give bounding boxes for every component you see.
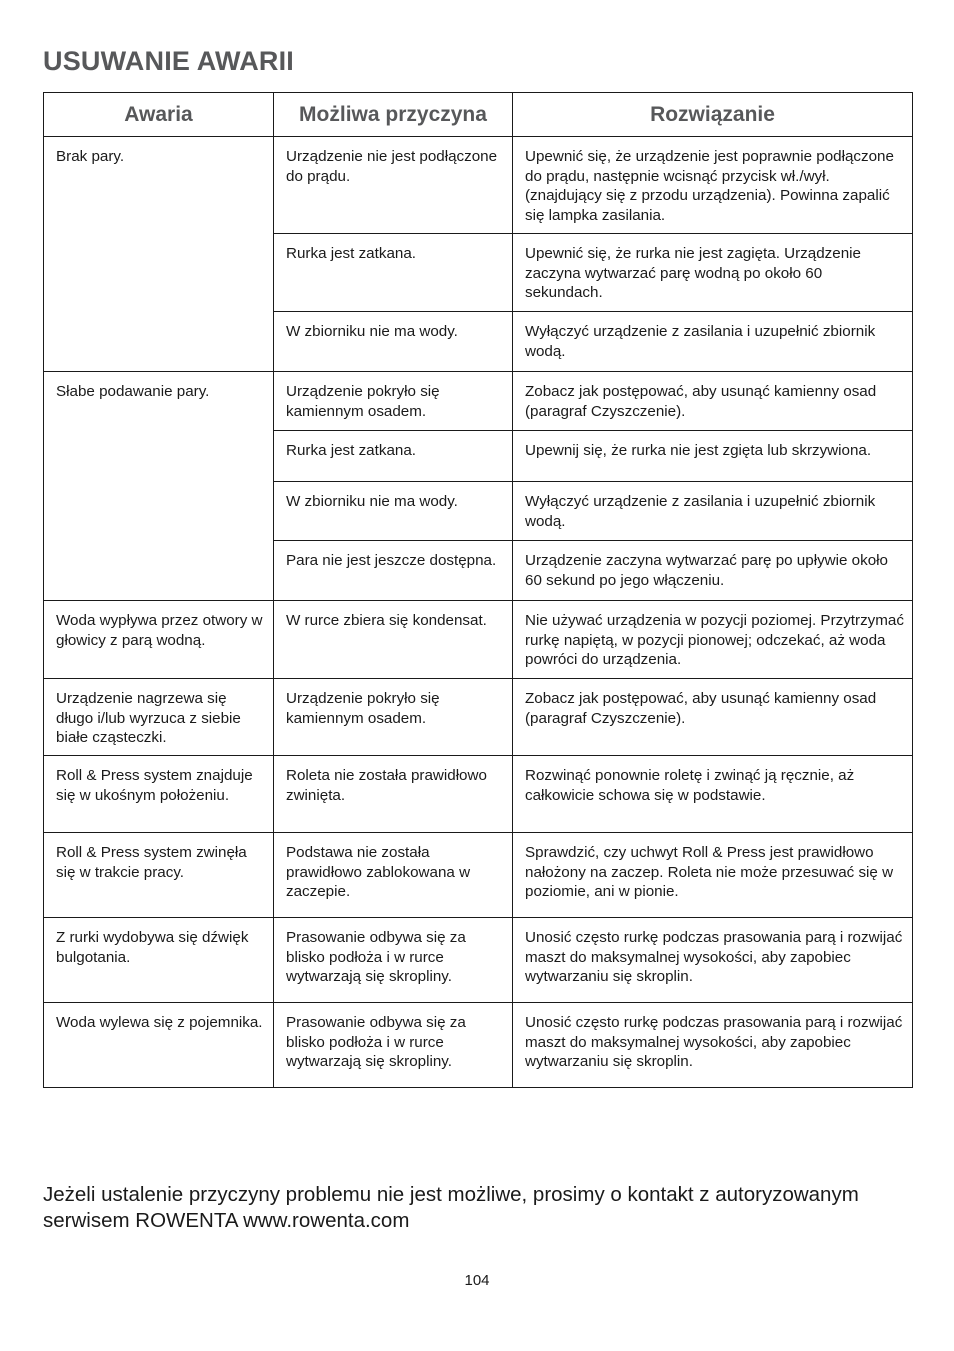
cause-cell: Urządzenie nie jest podłączone do prądu. — [274, 137, 513, 234]
cause-cell: Rurka jest zatkana. — [274, 234, 513, 312]
column-header-cause: Możliwa przyczyna — [274, 93, 513, 137]
solution-cell: Wyłączyć urządzenie z zasilania i uzupełnić zbiornik wodą. — [513, 482, 913, 541]
page-number: 104 — [464, 1272, 490, 1289]
troubleshooting-table — [43, 92, 913, 1088]
solution-cell: Upewnić się, że urządzenie jest poprawnie podłączone do prądu, następnie wcisnąć przycisk wł./wył. (znajdujący się z przodu urządzenia). Powinna zapalić się lampka zasilania. — [513, 137, 913, 234]
solution-cell: Zobacz jak postępować, aby usunąć kamienny osad (paragraf Czyszczenie). — [513, 679, 913, 756]
solution-cell: Sprawdzić, czy uchwyt Roll & Press jest prawidłowo nałożony na zaczep. Roleta nie może przesuwać się w poziomie, ani w pionie. — [513, 833, 913, 918]
cause-cell: Rurka jest zatkana. — [274, 431, 513, 482]
table-header-row — [44, 93, 913, 137]
solution-cell: Nie używać urządzenia w pozycji poziomej. Przytrzymać rurkę napiętą, w pozycji pionowej; odczekać, aż woda powróci do urządzenia. — [513, 601, 913, 679]
solution-cell: Wyłączyć urządzenie z zasilania i uzupełnić zbiornik wodą. — [513, 312, 913, 372]
solution-cell: Urządzenie zaczyna wytwarzać parę po upływie około 60 sekund po jego włączeniu. — [513, 541, 913, 601]
column-header-problem: Awaria — [44, 93, 274, 137]
cause-cell: Roleta nie została prawidłowo zwinięta. — [274, 756, 513, 833]
solution-cell: Rozwinąć ponownie roletę i zwinąć ją ręcznie, aż całkowicie schowa się w podstawie. — [513, 756, 913, 833]
table-row — [44, 918, 913, 1003]
problem-cell: Brak pary. — [44, 137, 274, 372]
service-contact-note: Jeżeli ustalenie przyczyny problemu nie jest możliwe, prosimy o kontakt z autoryzowanym serwisem ROWENTA www.rowenta.com — [43, 1183, 859, 1232]
cause-cell: Podstawa nie została prawidłowo zablokowana w zaczepie. — [274, 833, 513, 918]
solution-cell: Unosić często rurkę podczas prasowania parą i rozwijać maszt do maksymalnej wysokości, aby zapobiec wytwarzaniu się skroplin. — [513, 918, 913, 1003]
problem-cell: Słabe podawanie pary. — [44, 372, 274, 601]
cause-cell: Prasowanie odbywa się za blisko podłoża i w rurce wytwarzają się skropliny. — [274, 918, 513, 1003]
page-title: USUWANIE AWARII — [43, 46, 295, 76]
problem-cell: Roll & Press system zwinęła się w trakcie pracy. — [44, 833, 274, 918]
solution-cell: Upewnić się, że rurka nie jest zagięta. Urządzenie zaczyna wytwarzać parę wodną po około 60 sekundach. — [513, 234, 913, 312]
table-row — [44, 372, 913, 431]
cause-cell: Urządzenie pokryło się kamiennym osadem. — [274, 679, 513, 756]
table-row — [44, 833, 913, 918]
column-header-solution: Rozwiązanie — [513, 93, 913, 137]
cause-cell: Urządzenie pokryło się kamiennym osadem. — [274, 372, 513, 431]
solution-cell: Upewnij się, że rurka nie jest zgięta lub skrzywiona. — [513, 431, 913, 482]
table-row — [44, 601, 913, 679]
problem-cell: Roll & Press system znajduje się w ukośnym położeniu. — [44, 756, 274, 833]
table-row — [44, 679, 913, 756]
solution-cell: Unosić często rurkę podczas prasowania parą i rozwijać maszt do maksymalnej wysokości, aby zapobiec wytwarzaniu się skroplin. — [513, 1003, 913, 1088]
cause-cell: W rurce zbiera się kondensat. — [274, 601, 513, 679]
problem-cell: Woda wypływa przez otwory w głowicy z parą wodną. — [44, 601, 274, 679]
solution-cell: Zobacz jak postępować, aby usunąć kamienny osad (paragraf Czyszczenie). — [513, 372, 913, 431]
problem-cell: Woda wylewa się z pojemnika. — [44, 1003, 274, 1088]
cause-cell: W zbiorniku nie ma wody. — [274, 482, 513, 541]
problem-cell: Z rurki wydobywa się dźwięk bulgotania. — [44, 918, 274, 1003]
cause-cell: Prasowanie odbywa się za blisko podłoża i w rurce wytwarzają się skropliny. — [274, 1003, 513, 1088]
table-row — [44, 137, 913, 234]
problem-cell: Urządzenie nagrzewa się długo i/lub wyrzuca z siebie białe cząsteczki. — [44, 679, 274, 756]
table-row — [44, 1003, 913, 1088]
cause-cell: W zbiorniku nie ma wody. — [274, 312, 513, 372]
table-row — [44, 756, 913, 833]
cause-cell: Para nie jest jeszcze dostępna. — [274, 541, 513, 601]
